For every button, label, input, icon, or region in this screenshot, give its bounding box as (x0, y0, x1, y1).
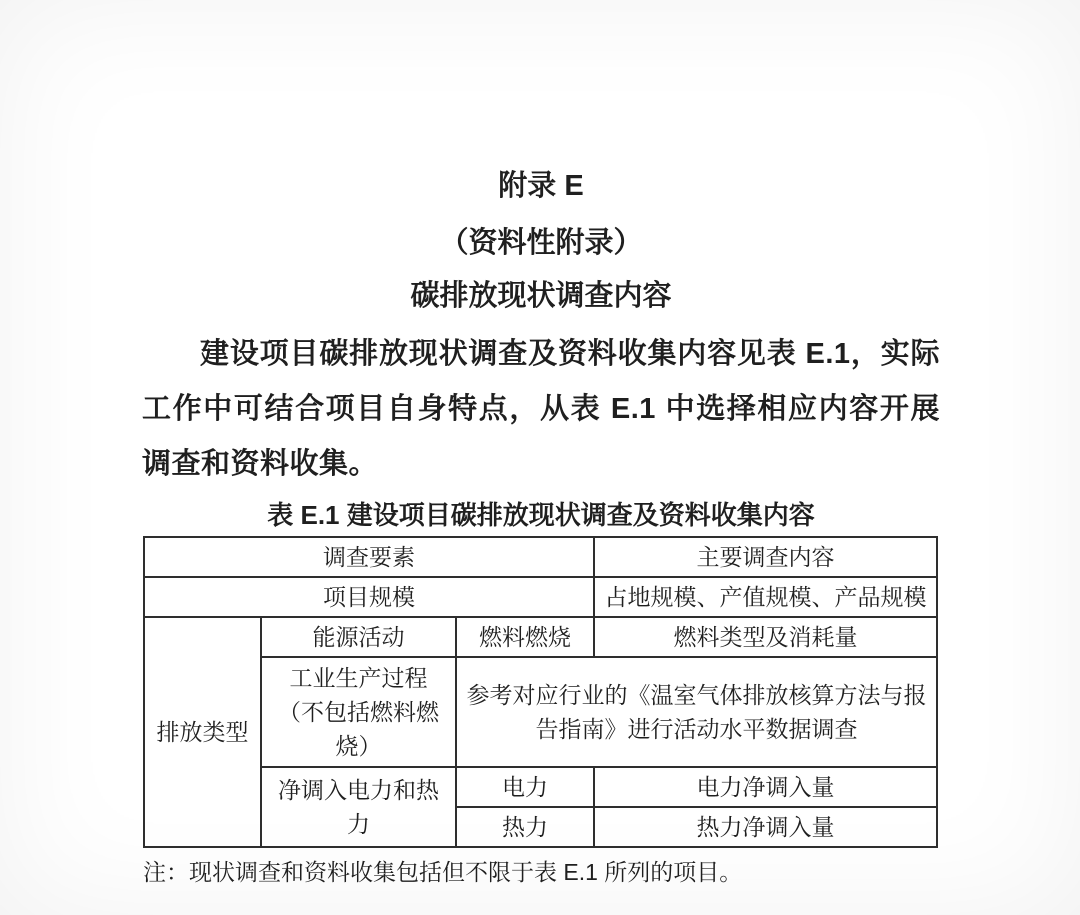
intro-paragraph: 建设项目碳排放现状调查及资料收集内容见表 E.1，实际工作中可结合项目自身特点，从表 E.1 中选择相应内容开展调查和资料收集。 (142, 338, 940, 480)
header-cell-survey-elements: 调查要素 (144, 537, 594, 577)
cell-fuel-combustion-label: 燃料燃烧 (456, 617, 594, 657)
cell-energy-activity-label: 能源活动 (261, 617, 456, 657)
survey-content-table (143, 536, 938, 848)
table-row-industrial-process (144, 657, 937, 767)
table-row-energy-activity (144, 617, 937, 657)
table-caption: 表 E.1 建设项目碳排放现状调查及资料收集内容 (267, 500, 815, 530)
cell-project-scale-content: 占地规模、产值规模、产品规模 (594, 577, 937, 617)
appendix-subtitle: （资料性附录） (439, 227, 643, 259)
cell-heat-label: 热力 (456, 807, 594, 847)
header-cell-main-content: 主要调查内容 (594, 537, 937, 577)
cell-electricity-content: 电力净调入量 (594, 767, 937, 807)
table-note: 注：现状调查和资料收集包括但不限于表 E.1 所列的项目。 (143, 859, 743, 885)
cell-fuel-combustion-content: 燃料类型及消耗量 (594, 617, 937, 657)
appendix-heading: 碳排放现状调查内容 (410, 280, 672, 312)
table-row-net-import-electricity (144, 767, 937, 807)
cell-electricity-label: 电力 (456, 767, 594, 807)
table-header-row (144, 537, 937, 577)
page-content (142, 170, 940, 887)
cell-project-scale-label: 项目规模 (144, 577, 594, 617)
cell-heat-content: 热力净调入量 (594, 807, 937, 847)
cell-industrial-process-content: 参考对应行业的《温室气体排放核算方法与报告指南》进行活动水平数据调查 (456, 657, 937, 767)
cell-emission-type-label: 排放类型 (144, 617, 261, 847)
table-row-project-scale (144, 577, 937, 617)
appendix-title: 附录 E (498, 170, 584, 202)
cell-industrial-process-label: 工业生产过程（不包括燃料燃烧） (261, 657, 456, 767)
cell-net-import-label: 净调入电力和热力 (261, 767, 456, 847)
